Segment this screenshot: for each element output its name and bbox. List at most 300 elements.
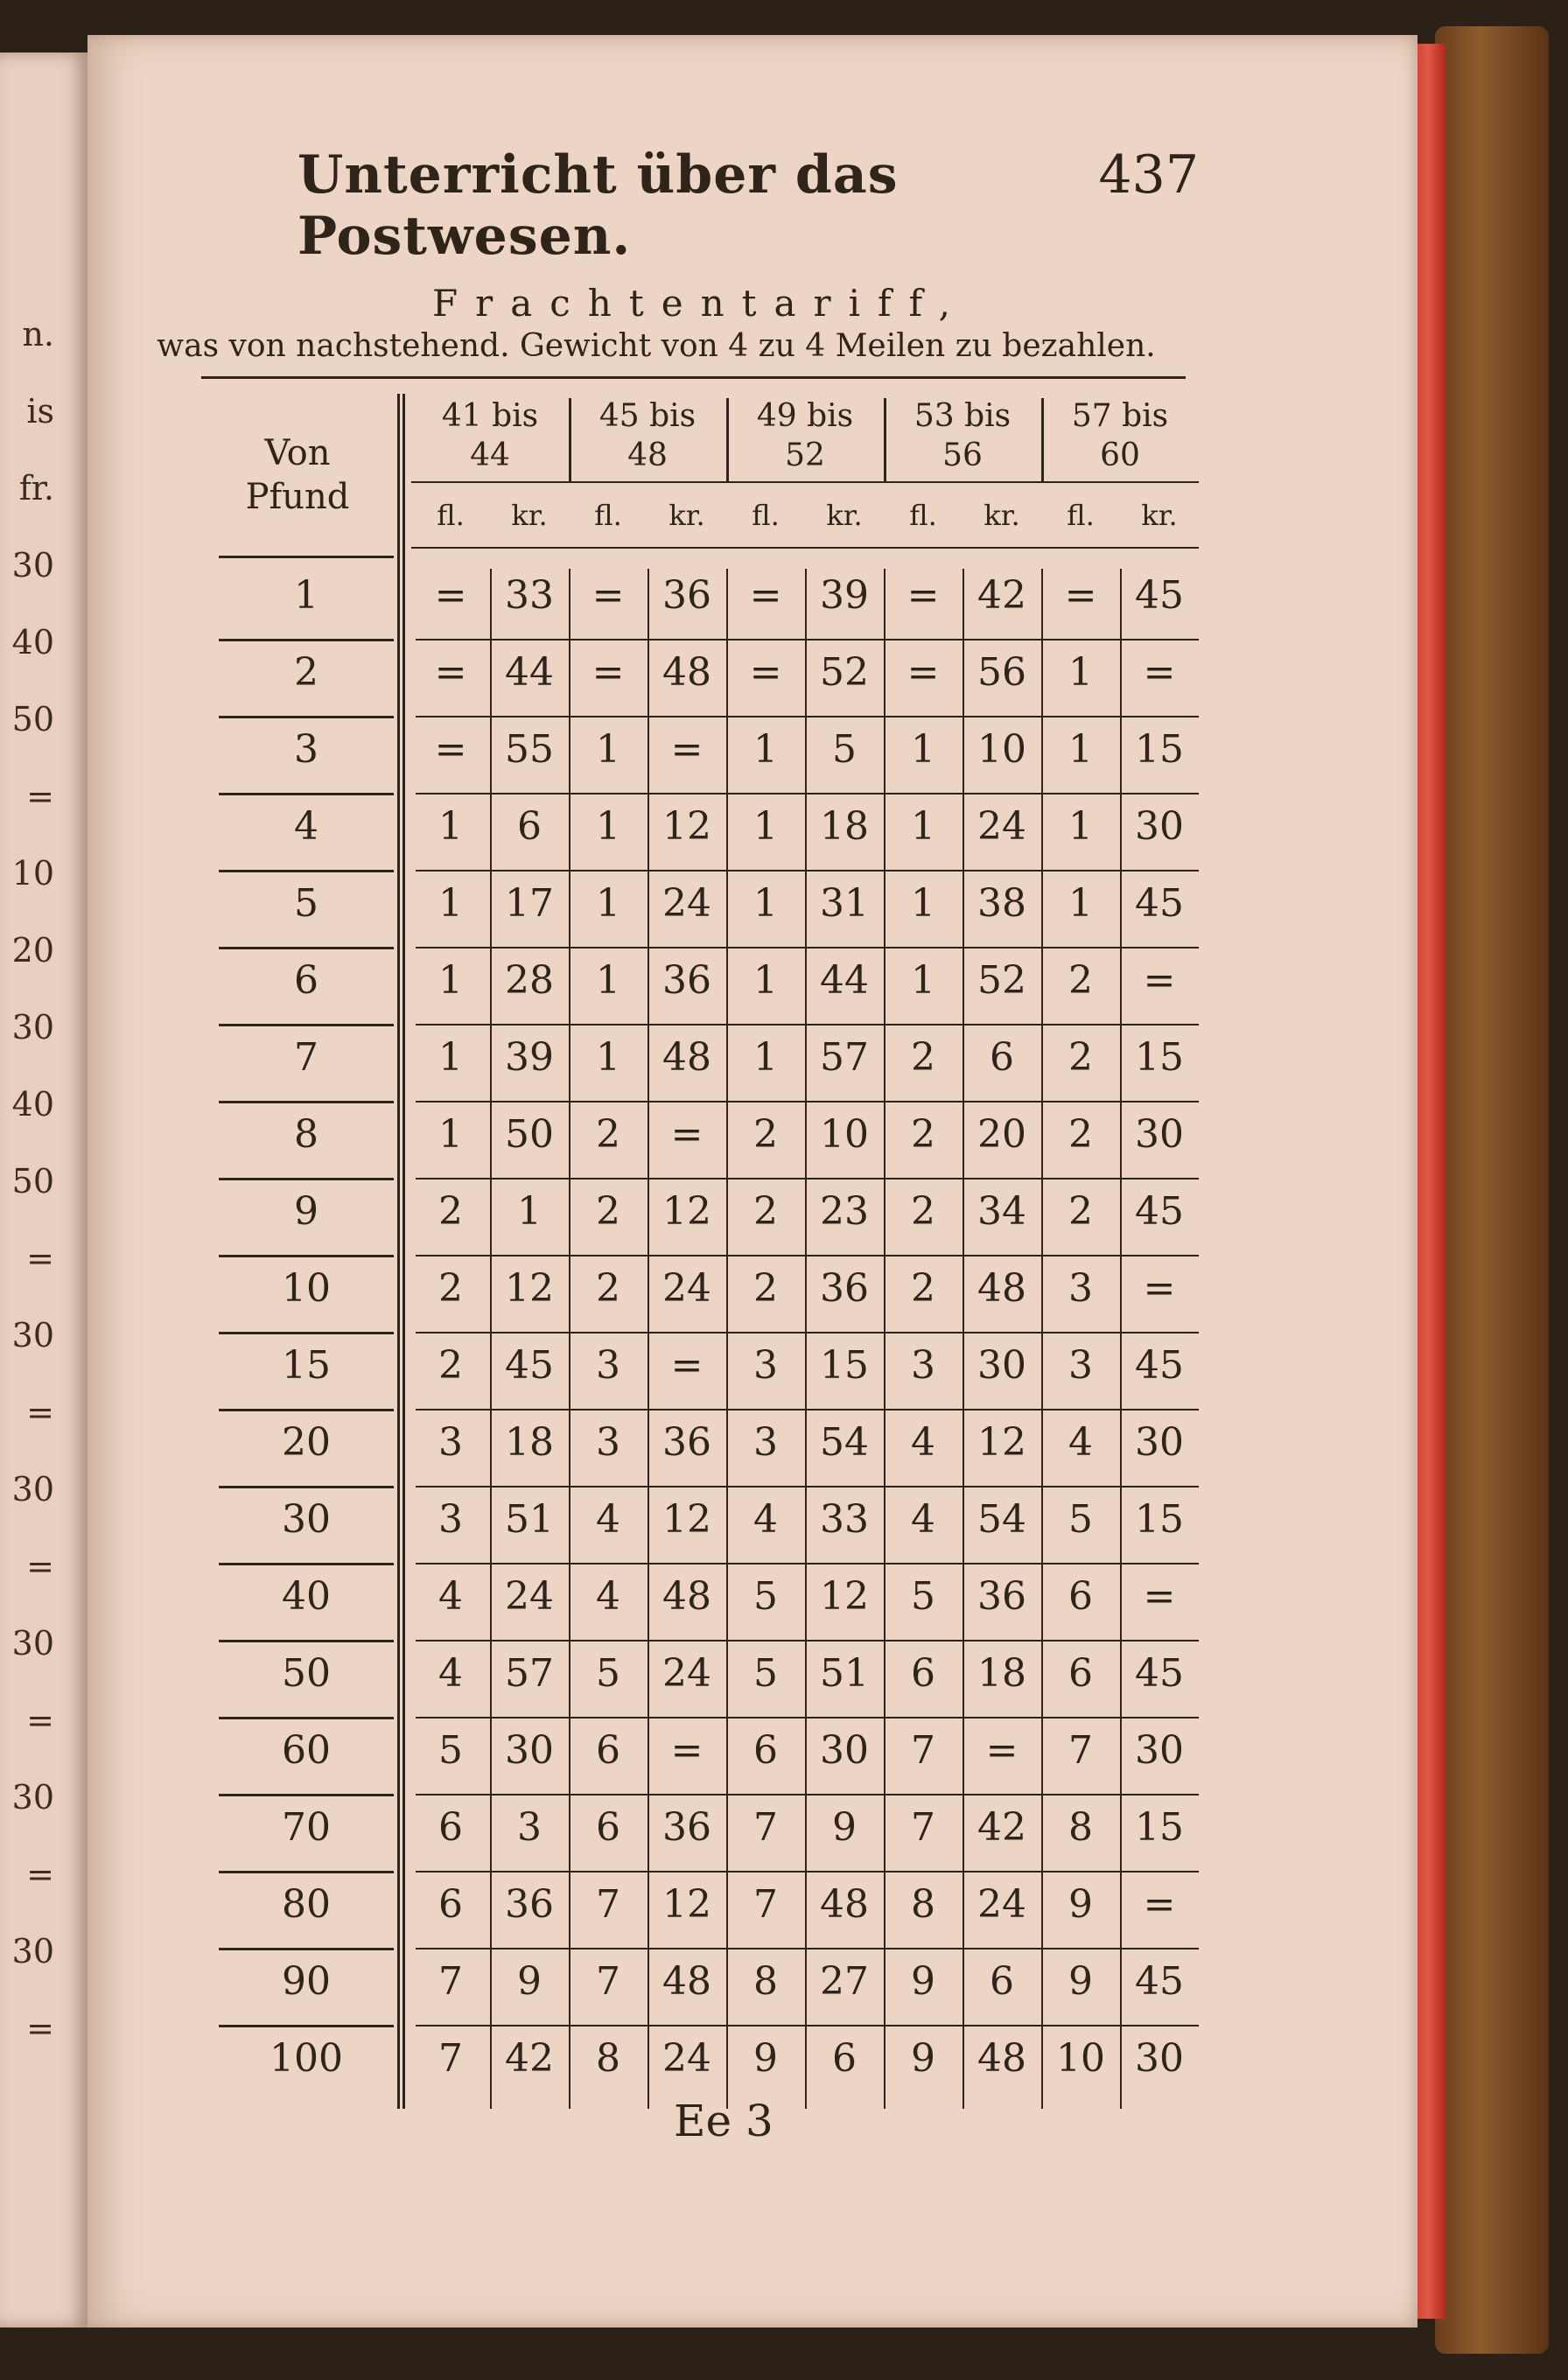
table-cell: 5 <box>596 1651 620 1696</box>
table-cell: 6 <box>517 804 542 849</box>
table-cell: 9 <box>753 2036 778 2081</box>
table-cell: 1 <box>438 1035 463 1080</box>
table-cell: 24 <box>662 881 711 926</box>
table-cell: 42 <box>505 2036 554 2081</box>
table-cell: 48 <box>662 650 711 695</box>
table-cell: = <box>749 650 782 695</box>
column-separator-8 <box>1041 569 1043 2109</box>
table-cell: 17 <box>505 881 554 926</box>
row-label-pfund: 8 <box>294 1112 318 1157</box>
table-cell: 5 <box>753 1651 778 1696</box>
table-cell: 2 <box>438 1266 463 1311</box>
group-separator-3 <box>884 398 886 481</box>
table-cell: 48 <box>977 1266 1026 1311</box>
table-cell: 42 <box>977 573 1026 618</box>
row-rule-body <box>416 793 1199 794</box>
table-cell: 1 <box>753 727 778 772</box>
column-group-top-1: 45 bis <box>598 398 696 434</box>
row-label-pfund: 20 <box>282 1420 331 1465</box>
row-rule-label <box>219 1255 394 1257</box>
row-label-pfund: 100 <box>270 2036 343 2081</box>
table-cell: 1 <box>438 881 463 926</box>
table-cell: 2 <box>911 1035 935 1080</box>
table-cell: 6 <box>990 1959 1014 2004</box>
row-rule-label <box>219 2025 394 2027</box>
row-label-pfund: 2 <box>294 650 318 695</box>
row-label-pfund: 15 <box>282 1343 331 1388</box>
left-page-fragment-text: 30 <box>11 1778 54 1816</box>
row-rule-body <box>416 1948 1199 1950</box>
table-cell: 23 <box>820 1189 869 1234</box>
table-cell: 4 <box>911 1420 935 1465</box>
table-cell: 7 <box>911 1728 935 1773</box>
table-cell: 9 <box>911 2036 935 2081</box>
table-cell: 24 <box>505 1574 554 1619</box>
table-cell: = <box>434 727 467 772</box>
row-rule-body <box>416 1178 1199 1180</box>
table-cell: 36 <box>505 1882 554 1927</box>
left-page-fragment-text: fr. <box>18 469 54 508</box>
table-cell: 5 <box>832 727 857 772</box>
unit-fl-0: fl. <box>437 499 465 532</box>
group-separator-2 <box>726 398 729 481</box>
unit-kr-3: kr. <box>984 499 1020 532</box>
table-cell: 8 <box>596 2036 620 2081</box>
double-rule-left <box>397 394 400 2109</box>
left-page-fragment-text: 30 <box>11 1470 54 1508</box>
row-rule-body <box>416 1255 1199 1256</box>
table-cell: 15 <box>1135 1035 1184 1080</box>
table-cell: 30 <box>1135 1112 1184 1157</box>
table-cell: 38 <box>977 881 1026 926</box>
group-separator-1 <box>569 398 571 481</box>
table-cell: 4 <box>438 1574 463 1619</box>
left-page-fragment-text: = <box>26 2009 54 2048</box>
table-cell: 2 <box>596 1266 620 1311</box>
table-cell: 51 <box>820 1651 869 1696</box>
table-cell: 4 <box>596 1574 620 1619</box>
table-cell: 48 <box>820 1882 869 1927</box>
table-cell: 1 <box>438 1112 463 1157</box>
row-rule-label <box>219 947 394 949</box>
table-cell: = <box>1064 573 1097 618</box>
table-cell: 45 <box>1135 881 1184 926</box>
table-cell: 8 <box>911 1882 935 1927</box>
table-cell: 15 <box>1135 1497 1184 1542</box>
table-cell: 48 <box>662 1574 711 1619</box>
row-rule-body <box>416 1794 1199 1796</box>
unit-fl-2: fl. <box>752 499 780 532</box>
table-cell: 1 <box>1068 727 1093 772</box>
table-cell: 1 <box>753 1035 778 1080</box>
row-label-pfund: 3 <box>294 727 318 772</box>
table-cell: 36 <box>662 1420 711 1465</box>
table-cell: 3 <box>753 1420 778 1465</box>
table-cell: 4 <box>596 1497 620 1542</box>
book-cover-edge <box>1435 26 1549 2354</box>
table-cell: 45 <box>1135 1959 1184 2004</box>
left-page-fragment-text: 10 <box>11 854 54 892</box>
row-rule-body <box>416 870 1199 872</box>
row-rule-label <box>219 1948 394 1950</box>
table-cell: 3 <box>596 1420 620 1465</box>
table-cell: 31 <box>820 881 869 926</box>
table-cell: 1 <box>911 727 935 772</box>
table-cell: 3 <box>517 1805 542 1850</box>
table-cell: 3 <box>911 1343 935 1388</box>
table-cell: 2 <box>1068 1035 1093 1080</box>
table-cell: 1 <box>1068 881 1093 926</box>
column-separator-3 <box>648 569 649 2109</box>
table-cell: 6 <box>596 1728 620 1773</box>
row-rule-label <box>219 1332 394 1334</box>
table-cell: = <box>1143 1574 1176 1619</box>
column-group-top-0: 41 bis <box>441 398 539 434</box>
row-rule-body <box>416 1717 1199 1718</box>
table-cell: 4 <box>438 1651 463 1696</box>
left-page-fragment-text: 40 <box>11 1085 54 1124</box>
table-cell: 54 <box>820 1420 869 1465</box>
table-cell: 7 <box>753 1882 778 1927</box>
table-cell: 9 <box>1068 1882 1093 1927</box>
row-header-pfund: Pfund <box>245 477 350 517</box>
signature-mark: Ee 3 <box>674 2096 774 2146</box>
table-cell: 30 <box>977 1343 1026 1388</box>
table-cell: 2 <box>438 1189 463 1234</box>
table-cell: 1 <box>1068 650 1093 695</box>
table-cell: = <box>1143 1882 1176 1927</box>
row-rule-body <box>416 1640 1199 1642</box>
table-cell: 18 <box>977 1651 1026 1696</box>
column-group-bottom-4: 60 <box>1100 438 1140 473</box>
table-cell: 42 <box>977 1805 1026 1850</box>
table-cell: 1 <box>753 958 778 1003</box>
row-label-pfund: 5 <box>294 881 318 926</box>
left-page-fragment-text: 30 <box>11 1624 54 1662</box>
column-separator-9 <box>1120 569 1122 2109</box>
table-cell: 3 <box>1068 1266 1093 1311</box>
table-cell: 54 <box>977 1497 1026 1542</box>
table-cell: 2 <box>911 1266 935 1311</box>
column-separator-7 <box>962 569 964 2109</box>
row-rule-label <box>219 1871 394 1873</box>
table-cell: 1 <box>596 1035 620 1080</box>
table-cell: 10 <box>820 1112 869 1157</box>
column-group-bottom-0: 44 <box>470 438 510 473</box>
table-cell: 7 <box>1068 1728 1093 1773</box>
row-label-pfund: 50 <box>282 1651 331 1696</box>
table-cell: 15 <box>820 1343 869 1388</box>
table-cell: 9 <box>832 1805 857 1850</box>
table-cell: = <box>670 1343 704 1388</box>
table-cell: 12 <box>662 1882 711 1927</box>
table-cell: 24 <box>977 804 1026 849</box>
row-rule-label <box>219 870 394 872</box>
table-cell: 12 <box>662 804 711 849</box>
unit-kr-4: kr. <box>1141 499 1178 532</box>
table-cell: 10 <box>1056 2036 1105 2081</box>
table-cell: 12 <box>977 1420 1026 1465</box>
row-rule-label <box>219 1101 394 1103</box>
table-cell: 9 <box>517 1959 542 2004</box>
unit-fl-4: fl. <box>1067 499 1095 532</box>
column-separator-2 <box>569 569 570 2109</box>
table-cell: 2 <box>753 1189 778 1234</box>
table-cell: 2 <box>753 1266 778 1311</box>
table-cell: 5 <box>438 1728 463 1773</box>
table-cell: 30 <box>505 1728 554 1773</box>
column-group-top-2: 49 bis <box>756 398 854 434</box>
table-cell: = <box>906 650 940 695</box>
table-cell: = <box>906 573 940 618</box>
table-cell: 36 <box>662 573 711 618</box>
table-cell: 18 <box>505 1420 554 1465</box>
left-page-fragment-text: 50 <box>11 1162 54 1200</box>
table-cell: 6 <box>1068 1651 1093 1696</box>
table-cell: 6 <box>596 1805 620 1850</box>
table-cell: 28 <box>505 958 554 1003</box>
table-cell: 45 <box>1135 573 1184 618</box>
table-cell: 48 <box>662 1035 711 1080</box>
table-cell: 34 <box>977 1189 1026 1234</box>
row-rule-body <box>416 1563 1199 1564</box>
table-cell: 8 <box>753 1959 778 2004</box>
row-rule-body <box>416 1024 1199 1026</box>
table-cell: 12 <box>505 1266 554 1311</box>
table-cell: 33 <box>505 573 554 618</box>
table-cell: 3 <box>596 1343 620 1388</box>
row-label-pfund: 30 <box>282 1497 331 1542</box>
row-rule-label <box>219 639 394 641</box>
left-page-fragment-text: = <box>26 777 54 816</box>
table-cell: 24 <box>662 2036 711 2081</box>
table-cell: 55 <box>505 727 554 772</box>
table-cell: 1 <box>596 881 620 926</box>
table-cell: 1 <box>517 1189 542 1234</box>
row-label-pfund: 80 <box>282 1882 331 1927</box>
column-group-bottom-2: 52 <box>785 438 825 473</box>
table-cell: 12 <box>662 1497 711 1542</box>
table-cell: 6 <box>753 1728 778 1773</box>
left-page-fragment-text: = <box>26 1547 54 1586</box>
table-cell: 1 <box>596 727 620 772</box>
table-cell: 2 <box>1068 1189 1093 1234</box>
table-cell: 7 <box>596 1959 620 2004</box>
table-cell: 30 <box>820 1728 869 1773</box>
table-cell: 52 <box>820 650 869 695</box>
table-cell: 51 <box>505 1497 554 1542</box>
table-cell: 6 <box>832 2036 857 2081</box>
table-cell: 52 <box>977 958 1026 1003</box>
row-rule-body <box>416 1332 1199 1334</box>
unit-header-rule <box>411 547 1199 549</box>
group-header-rule <box>411 481 1199 483</box>
running-head <box>201 144 1199 267</box>
row-label-pfund: 7 <box>294 1035 318 1080</box>
row-rule-label <box>219 793 394 795</box>
column-separator-5 <box>805 569 807 2109</box>
table-cell: 3 <box>753 1343 778 1388</box>
table-cell: 5 <box>1068 1497 1093 1542</box>
group-separator-4 <box>1041 398 1044 481</box>
table-cell: 1 <box>911 958 935 1003</box>
column-group-top-4: 57 bis <box>1071 398 1169 434</box>
table-cell: 20 <box>977 1112 1026 1157</box>
table-cell: 44 <box>505 650 554 695</box>
row-rule-label <box>219 1717 394 1719</box>
left-page-fragment-text: 30 <box>11 1316 54 1354</box>
table-cell: 27 <box>820 1959 869 2004</box>
table-cell: 7 <box>911 1805 935 1850</box>
table-cell: 50 <box>505 1112 554 1157</box>
unit-kr-0: kr. <box>511 499 548 532</box>
row-label-pfund: 90 <box>282 1959 331 2004</box>
row-label-pfund: 10 <box>282 1266 331 1311</box>
table-cell: 2 <box>1068 1112 1093 1157</box>
row-rule-body <box>416 2025 1199 2026</box>
table-cell: 48 <box>662 1959 711 2004</box>
table-cell: 18 <box>820 804 869 849</box>
table-cell: = <box>592 573 625 618</box>
left-page-fragment-text: 40 <box>11 623 54 662</box>
left-page-fragment-text: 20 <box>11 931 54 970</box>
double-rule-right <box>402 394 405 2109</box>
left-page-fragment-text: 50 <box>11 700 54 738</box>
table-cell: 4 <box>753 1497 778 1542</box>
table-cell: 12 <box>820 1574 869 1619</box>
table-cell: 44 <box>820 958 869 1003</box>
table-cell: 56 <box>977 650 1026 695</box>
row-rule-body <box>416 716 1199 718</box>
unit-fl-3: fl. <box>909 499 937 532</box>
row-label-pfund: 60 <box>282 1728 331 1773</box>
table-cell: 1 <box>1068 804 1093 849</box>
table-cell: 30 <box>1135 1728 1184 1773</box>
table-title: Frachtentariff, <box>432 282 968 325</box>
table-cell: 24 <box>977 1882 1026 1927</box>
left-page-fragment-text: 30 <box>11 546 54 584</box>
table-cell: = <box>592 650 625 695</box>
table-cell: 39 <box>820 573 869 618</box>
table-cell: 45 <box>1135 1343 1184 1388</box>
table-cell: 9 <box>911 1959 935 2004</box>
table-cell: 36 <box>977 1574 1026 1619</box>
table-cell: = <box>1143 1266 1176 1311</box>
table-cell: 15 <box>1135 727 1184 772</box>
table-cell: 2 <box>753 1112 778 1157</box>
row-label-pfund: 9 <box>294 1189 318 1234</box>
table-cell: 1 <box>438 958 463 1003</box>
row-rule-body <box>416 1871 1199 1872</box>
row-rule-body <box>416 1486 1199 1488</box>
row-label-pfund: 1 <box>294 573 318 618</box>
row-label-pfund: 40 <box>282 1574 331 1619</box>
row-rule-label <box>219 1024 394 1026</box>
unit-fl-1: fl. <box>594 499 622 532</box>
table-cell: 9 <box>1068 1959 1093 2004</box>
table-cell: 24 <box>662 1651 711 1696</box>
table-cell: 36 <box>662 958 711 1003</box>
table-cell: 6 <box>1068 1574 1093 1619</box>
table-cell: 6 <box>911 1651 935 1696</box>
row-rule-body <box>416 639 1199 640</box>
left-page-fragment-text: 30 <box>11 1008 54 1046</box>
row-header-rule <box>219 556 394 558</box>
running-title: Unterricht über das Postwesen. <box>298 144 899 267</box>
table-cell: = <box>1143 650 1176 695</box>
column-separator-1 <box>490 569 492 2109</box>
column-group-bottom-1: 48 <box>627 438 668 473</box>
table-cell: 2 <box>1068 958 1093 1003</box>
table-cell: = <box>670 727 704 772</box>
table-cell: 45 <box>1135 1189 1184 1234</box>
row-rule-label <box>219 1486 394 1488</box>
table-cell: 24 <box>662 1266 711 1311</box>
row-rule-label <box>219 716 394 718</box>
table-cell: 7 <box>596 1882 620 1927</box>
table-cell: 4 <box>1068 1420 1093 1465</box>
row-label-pfund: 6 <box>294 958 318 1003</box>
left-page-fragment-text: = <box>26 1239 54 1278</box>
row-rule-body <box>416 1101 1199 1102</box>
table-cell: 6 <box>990 1035 1014 1080</box>
table-cell: 33 <box>820 1497 869 1542</box>
table-cell: 1 <box>596 958 620 1003</box>
row-rule-label <box>219 1794 394 1796</box>
left-page-fragment-text: = <box>26 1855 54 1894</box>
left-page-fragment-text: n. <box>22 315 54 354</box>
table-cell: 3 <box>438 1497 463 1542</box>
table-cell: 57 <box>820 1035 869 1080</box>
row-rule-label <box>219 1640 394 1642</box>
row-label-pfund: 4 <box>294 804 318 849</box>
table-cell: 6 <box>438 1805 463 1850</box>
table-cell: = <box>434 650 467 695</box>
table-cell: 2 <box>911 1112 935 1157</box>
table-cell: 30 <box>1135 1420 1184 1465</box>
table-cell: 7 <box>753 1805 778 1850</box>
column-separator-6 <box>884 569 886 2109</box>
table-cell: 1 <box>596 804 620 849</box>
table-cell: 1 <box>911 804 935 849</box>
table-cell: 2 <box>911 1189 935 1234</box>
table-cell: 1 <box>753 804 778 849</box>
left-page-fragment-text: = <box>26 1393 54 1432</box>
table-cell: 57 <box>505 1651 554 1696</box>
table-cell: = <box>1143 958 1176 1003</box>
table-cell: 45 <box>1135 1651 1184 1696</box>
row-header-von: Von <box>264 433 331 473</box>
table-cell: 5 <box>911 1574 935 1619</box>
table-cell: 2 <box>596 1112 620 1157</box>
row-rule-label <box>219 1178 394 1180</box>
table-cell: 1 <box>438 804 463 849</box>
table-cell: 4 <box>911 1497 935 1542</box>
table-cell: 15 <box>1135 1805 1184 1850</box>
table-cell: 2 <box>438 1343 463 1388</box>
table-cell: 3 <box>1068 1343 1093 1388</box>
column-group-bottom-3: 56 <box>942 438 983 473</box>
table-cell: = <box>749 573 782 618</box>
column-separator-4 <box>726 569 728 2109</box>
table-subtitle: was von nachstehend. Gewicht von 4 zu 4 Meilen zu bezahlen. <box>157 328 1156 364</box>
table-cell: 30 <box>1135 2036 1184 2081</box>
table-cell: 8 <box>1068 1805 1093 1850</box>
page-number: 437 <box>1098 144 1199 206</box>
table-cell: 30 <box>1135 804 1184 849</box>
table-top-rule <box>201 376 1186 379</box>
left-page-fragment-text: is <box>26 392 54 430</box>
